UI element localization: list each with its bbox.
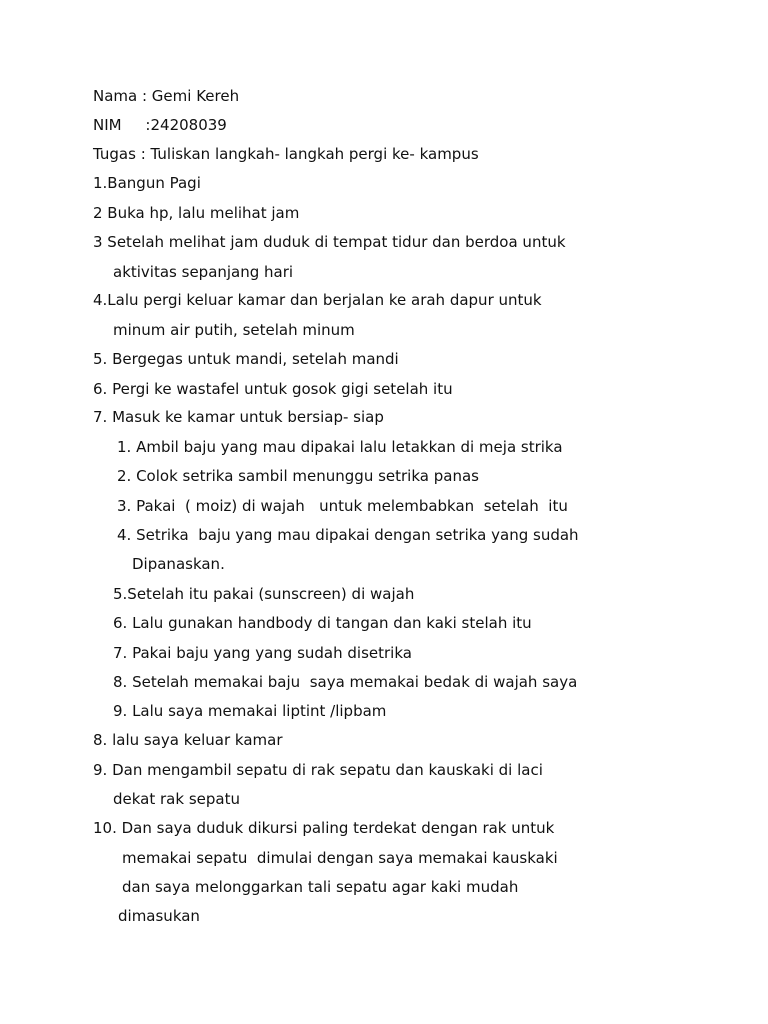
step-line: 3 Setelah melihat jam duduk di tempat tidur dan berdoa untuk	[93, 233, 566, 251]
nim-line: NIM :24208039	[93, 116, 227, 134]
step-line: 10. Dan saya duduk dikursi paling terdekat dengan rak untuk	[93, 819, 555, 837]
substep-line: 7. Pakai baju yang yang sudah disetrika	[113, 644, 412, 662]
substep-line: 8. Setelah memakai baju saya memakai bedak di wajah saya	[113, 673, 578, 691]
substep-line: 3. Pakai ( moiz) di wajah untuk melembabkan setelah itu	[117, 497, 568, 515]
step-line: 4.Lalu pergi keluar kamar dan berjalan ke arah dapur untuk	[93, 291, 542, 309]
step-continuation: dan saya melonggarkan tali sepatu agar kaki mudah	[122, 878, 519, 896]
step-continuation: minum air putih, setelah minum	[113, 321, 355, 339]
substep-line: 4. Setrika baju yang mau dipakai dengan setrika yang sudah	[117, 526, 579, 544]
substep-continuation: Dipanaskan.	[132, 555, 225, 573]
substep-line: 1. Ambil baju yang mau dipakai lalu letakkan di meja strika	[117, 438, 563, 456]
substep-line: 9. Lalu saya memakai liptint /lipbam	[113, 702, 387, 720]
substep-line: 5.Setelah itu pakai (sunscreen) di wajah	[113, 585, 415, 603]
substep-line: 2. Colok setrika sambil menunggu setrika panas	[117, 467, 479, 485]
substep-line: 6. Lalu gunakan handbody di tangan dan kaki stelah itu	[113, 614, 532, 632]
step-line: 6. Pergi ke wastafel untuk gosok gigi setelah itu	[93, 380, 453, 398]
step-continuation: dekat rak sepatu	[113, 790, 240, 808]
step-line: 2 Buka hp, lalu melihat jam	[93, 204, 300, 222]
task-line: Tugas : Tuliskan langkah- langkah pergi ke- kampus	[93, 145, 479, 163]
name-line: Nama : Gemi Kereh	[93, 87, 240, 105]
step-continuation: memakai sepatu dimulai dengan saya memakai kauskaki	[122, 849, 558, 867]
step-line: 5. Bergegas untuk mandi, setelah mandi	[93, 350, 399, 368]
step-line: 1.Bangun Pagi	[93, 174, 201, 192]
step-continuation: aktivitas sepanjang hari	[113, 263, 294, 281]
step-continuation: dimasukan	[118, 907, 200, 925]
step-line: 8. lalu saya keluar kamar	[93, 731, 283, 749]
step-line: 7. Masuk ke kamar untuk bersiap- siap	[93, 408, 384, 426]
step-line: 9. Dan mengambil sepatu di rak sepatu dan kauskaki di laci	[93, 761, 543, 779]
